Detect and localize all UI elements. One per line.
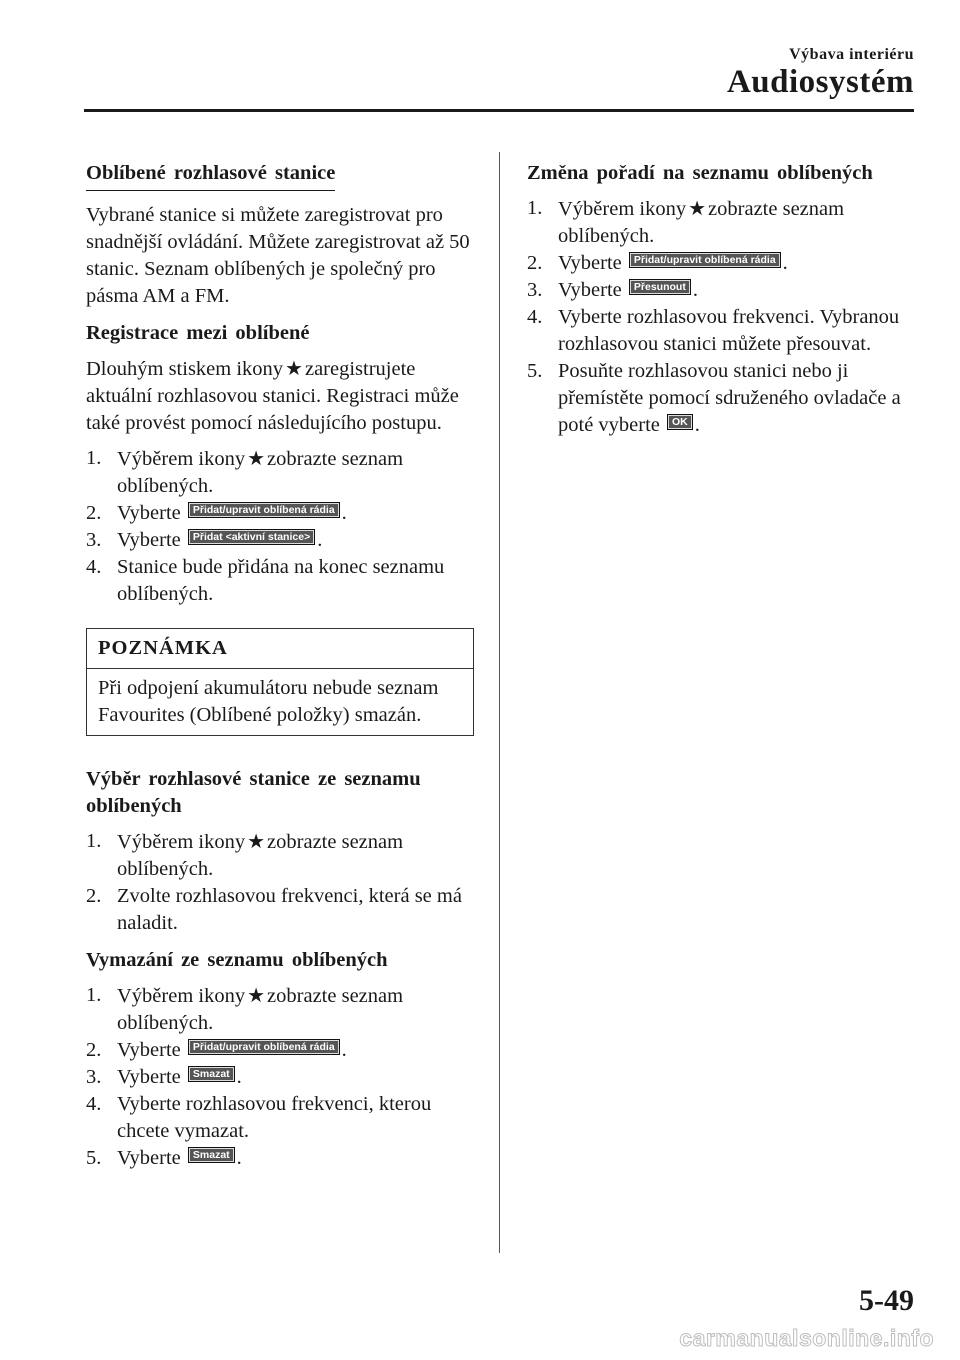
star-icon: ★ xyxy=(285,356,303,380)
step-text: Vyberte xyxy=(558,279,622,301)
step-text: . xyxy=(692,279,698,301)
step-number: 4. xyxy=(86,556,102,578)
watermark: carmanualsonline.info xyxy=(679,1325,934,1351)
list-item xyxy=(86,1064,474,1091)
list-item xyxy=(86,1037,474,1064)
step-text: Posuňte rozhlasovou stanici nebo ji přemístěte pomocí sdruženého ovladače a poté vyberte xyxy=(558,360,901,436)
delete-heading: Vymazání ze seznamu oblíbených xyxy=(86,949,388,971)
step-number: 4. xyxy=(527,306,543,328)
right-column xyxy=(527,160,911,447)
delete-button[interactable]: Smazat xyxy=(188,1147,235,1163)
step-number: 1. xyxy=(86,830,102,852)
list-item xyxy=(86,445,474,500)
step-text: Vyberte xyxy=(558,252,622,274)
step-number: 2. xyxy=(86,1039,102,1061)
step-text: zobrazte seznam oblíbených. xyxy=(117,985,404,1034)
step-text: . xyxy=(694,414,700,436)
add-edit-favorites-button[interactable]: Přidat/upravit oblíbená rádia xyxy=(188,502,340,518)
section-title: Audiosystém xyxy=(726,64,914,100)
step-number: 5. xyxy=(86,1147,102,1169)
reorder-steps xyxy=(527,195,911,439)
list-item xyxy=(527,358,911,439)
delete-steps xyxy=(86,982,474,1172)
section-kicker: Výbava interiéru xyxy=(789,46,914,63)
page-number: 5-49 xyxy=(859,1284,914,1317)
star-icon: ★ xyxy=(247,983,266,1007)
step-text: Vyberte xyxy=(117,1039,181,1061)
step-text: Vyberte xyxy=(117,1066,181,1088)
list-item xyxy=(86,500,474,527)
step-number: 3. xyxy=(86,1066,102,1088)
step-text: Výběrem ikony xyxy=(117,448,246,470)
move-button[interactable]: Přesunout xyxy=(629,279,691,295)
step-number: 1. xyxy=(86,984,102,1006)
star-icon: ★ xyxy=(247,829,266,853)
step-number: 2. xyxy=(86,502,102,524)
step-text: Stanice bude přidána na konec seznamu oblíbených. xyxy=(117,556,445,605)
step-text: Vyberte xyxy=(117,529,181,551)
add-edit-favorites-button[interactable]: Přidat/upravit oblíbená rádia xyxy=(629,252,781,268)
register-intro-a: Dlouhým stiskem ikony xyxy=(86,358,284,380)
list-item xyxy=(527,277,911,304)
note-box xyxy=(86,628,474,736)
list-item xyxy=(527,304,911,358)
select-steps xyxy=(86,828,474,937)
list-item xyxy=(86,982,474,1037)
list-item xyxy=(86,527,474,554)
register-intro xyxy=(86,355,474,437)
reorder-heading: Změna pořadí na seznamu oblíbených xyxy=(527,162,873,184)
favorites-intro: Vybrané stanice si můžete zaregistrovat pro snadnější ovládání. Můžete zaregistrovat až 50 stanic. Seznam oblíbených je společný pro pásma AM a FM. xyxy=(86,204,470,307)
step-number: 1. xyxy=(527,197,543,219)
step-text: . xyxy=(236,1147,242,1169)
star-icon: ★ xyxy=(247,446,266,470)
register-intro-b: zaregistrujete aktuální rozhlasovou stanici. Registraci může také provést pomocí následujícího postupu. xyxy=(86,358,459,434)
favorites-heading: Oblíbené rozhlasové stanice xyxy=(86,160,335,191)
list-item xyxy=(86,554,474,608)
step-text: Vyberte xyxy=(117,1147,181,1169)
list-item xyxy=(86,883,474,937)
list-item xyxy=(86,1091,474,1145)
add-edit-favorites-button[interactable]: Přidat/upravit oblíbená rádia xyxy=(188,1039,340,1055)
step-text: . xyxy=(341,1039,347,1061)
step-text: . xyxy=(317,529,323,551)
step-number: 3. xyxy=(527,279,543,301)
step-text: Zvolte rozhlasovou frekvenci, která se má naladit. xyxy=(117,885,462,934)
select-heading: Výběr rozhlasové stanice ze seznamu oblíbených xyxy=(86,768,421,817)
add-active-station-button[interactable]: Přidat <aktivní stanice> xyxy=(188,529,315,545)
step-text: Vyberte rozhlasovou frekvenci, kterou chcete vymazat. xyxy=(117,1093,432,1142)
step-number: 5. xyxy=(527,360,543,382)
step-text: Vyberte xyxy=(117,502,181,524)
step-text: zobrazte seznam oblíbených. xyxy=(117,448,404,497)
register-heading: Registrace mezi oblíbené xyxy=(86,322,310,344)
list-item xyxy=(86,828,474,883)
step-text: . xyxy=(341,502,347,524)
star-icon: ★ xyxy=(688,196,707,220)
step-number: 3. xyxy=(86,529,102,551)
delete-button[interactable]: Smazat xyxy=(188,1066,235,1082)
step-text: . xyxy=(236,1066,242,1088)
ok-button[interactable]: OK xyxy=(667,414,693,430)
note-title: POZNÁMKA xyxy=(87,629,473,669)
list-item xyxy=(527,195,911,250)
step-number: 1. xyxy=(86,447,102,469)
step-number: 2. xyxy=(86,885,102,907)
step-text: Výběrem ikony xyxy=(558,198,687,220)
header-rule xyxy=(84,109,914,112)
step-text: Výběrem ikony xyxy=(117,831,246,853)
step-text: zobrazte seznam oblíbených. xyxy=(117,831,404,880)
note-body: Při odpojení akumulátoru nebude seznam Favourites (Oblíbené položky) smazán. xyxy=(98,677,439,726)
left-column xyxy=(86,160,474,1180)
step-text: zobrazte seznam oblíbených. xyxy=(558,198,845,247)
column-divider xyxy=(499,152,500,1253)
step-text: Výběrem ikony xyxy=(117,985,246,1007)
step-number: 4. xyxy=(86,1093,102,1115)
list-item xyxy=(86,1145,474,1172)
list-item xyxy=(527,250,911,277)
register-steps xyxy=(86,445,474,608)
step-text: Vyberte rozhlasovou frekvenci. Vybranou rozhlasovou stanici můžete přesouvat. xyxy=(558,306,900,355)
step-text: . xyxy=(782,252,788,274)
step-number: 2. xyxy=(527,252,543,274)
